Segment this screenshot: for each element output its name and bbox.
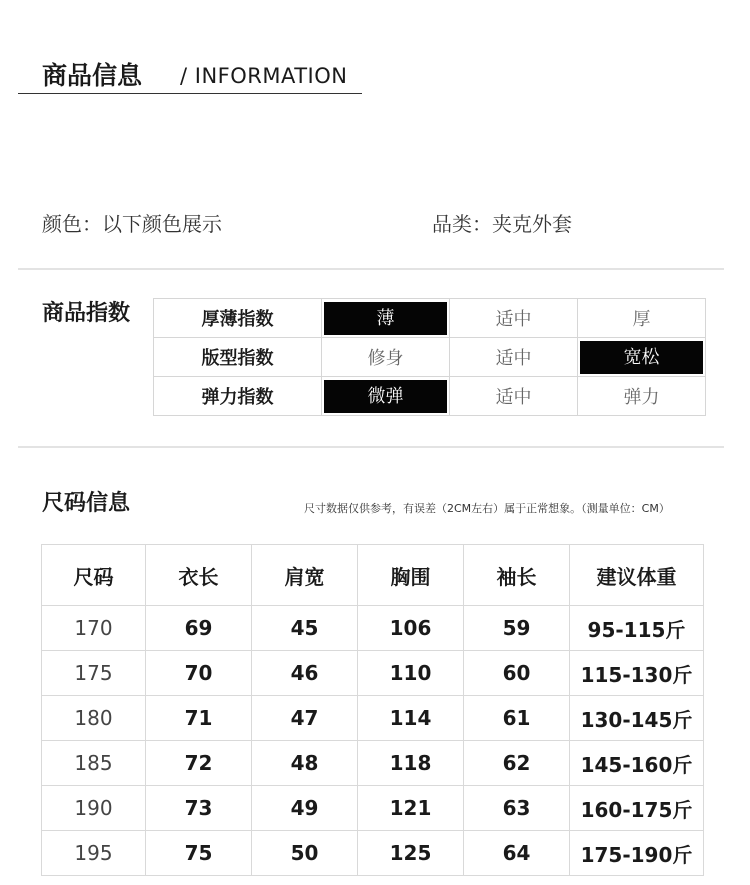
size-cell: 64 [464, 831, 570, 876]
size-title: 尺码信息 [42, 491, 131, 516]
size-column-header: 胸围 [358, 545, 464, 606]
size-cell: 114 [358, 696, 464, 741]
size-cell: 45 [252, 606, 358, 651]
size-cell: 50 [252, 831, 358, 876]
size-row [42, 606, 704, 651]
size-row [42, 696, 704, 741]
size-cell: 145-160斤 [570, 741, 704, 786]
selected-option-label: 薄 [324, 302, 447, 335]
index-row [154, 299, 706, 338]
index-option-selected [322, 299, 450, 338]
size-column-header: 衣长 [146, 545, 252, 606]
size-cell: 49 [252, 786, 358, 831]
index-option: 厚 [578, 299, 706, 338]
divider [18, 446, 724, 448]
size-cell: 71 [146, 696, 252, 741]
index-label: 弹力指数 [154, 377, 322, 416]
size-cell: 175-190斤 [570, 831, 704, 876]
size-row [42, 741, 704, 786]
product-index-table [153, 298, 706, 416]
size-cell: 47 [252, 696, 358, 741]
size-note: 尺寸数据仅供参考，有误差（2CM左右）属于正常想象。（测量单位：CM） [304, 502, 670, 515]
color-attribute: 颜色：以下颜色展示 [42, 212, 222, 236]
category-attribute: 品类：夹克外套 [432, 212, 572, 236]
selected-option-label: 微弹 [324, 380, 447, 413]
size-cell: 70 [146, 651, 252, 696]
size-cell: 63 [464, 786, 570, 831]
size-cell: 121 [358, 786, 464, 831]
size-cell: 46 [252, 651, 358, 696]
size-table [41, 544, 704, 876]
size-cell: 170 [42, 606, 146, 651]
size-cell: 95-115斤 [570, 606, 704, 651]
index-row [154, 338, 706, 377]
size-cell: 69 [146, 606, 252, 651]
section-title-english: / INFORMATION [180, 64, 348, 88]
size-cell: 185 [42, 741, 146, 786]
index-label: 厚薄指数 [154, 299, 322, 338]
index-option: 适中 [450, 338, 578, 377]
size-row [42, 786, 704, 831]
size-cell: 110 [358, 651, 464, 696]
size-cell: 118 [358, 741, 464, 786]
index-label: 版型指数 [154, 338, 322, 377]
index-row [154, 377, 706, 416]
size-column-header: 建议体重 [570, 545, 704, 606]
size-cell: 75 [146, 831, 252, 876]
size-cell: 60 [464, 651, 570, 696]
size-cell: 125 [358, 831, 464, 876]
size-cell: 115-130斤 [570, 651, 704, 696]
index-option: 弹力 [578, 377, 706, 416]
size-cell: 175 [42, 651, 146, 696]
size-cell: 106 [358, 606, 464, 651]
size-cell: 180 [42, 696, 146, 741]
size-cell: 59 [464, 606, 570, 651]
section-title: 商品信息 [42, 61, 143, 90]
index-option: 适中 [450, 377, 578, 416]
size-cell: 130-145斤 [570, 696, 704, 741]
size-row [42, 651, 704, 696]
size-column-header: 肩宽 [252, 545, 358, 606]
size-cell: 48 [252, 741, 358, 786]
size-row [42, 831, 704, 876]
size-cell: 160-175斤 [570, 786, 704, 831]
size-cell: 73 [146, 786, 252, 831]
index-option: 适中 [450, 299, 578, 338]
size-cell: 61 [464, 696, 570, 741]
size-cell: 195 [42, 831, 146, 876]
section-header-information [18, 52, 362, 94]
size-cell: 190 [42, 786, 146, 831]
size-column-header: 尺码 [42, 545, 146, 606]
index-option: 修身 [322, 338, 450, 377]
index-option-selected [322, 377, 450, 416]
index-option-selected [578, 338, 706, 377]
divider [18, 268, 724, 270]
size-table-header-row [42, 545, 704, 606]
size-cell: 72 [146, 741, 252, 786]
index-title: 商品指数 [42, 301, 131, 326]
size-cell: 62 [464, 741, 570, 786]
size-column-header: 袖长 [464, 545, 570, 606]
selected-option-label: 宽松 [580, 341, 703, 374]
